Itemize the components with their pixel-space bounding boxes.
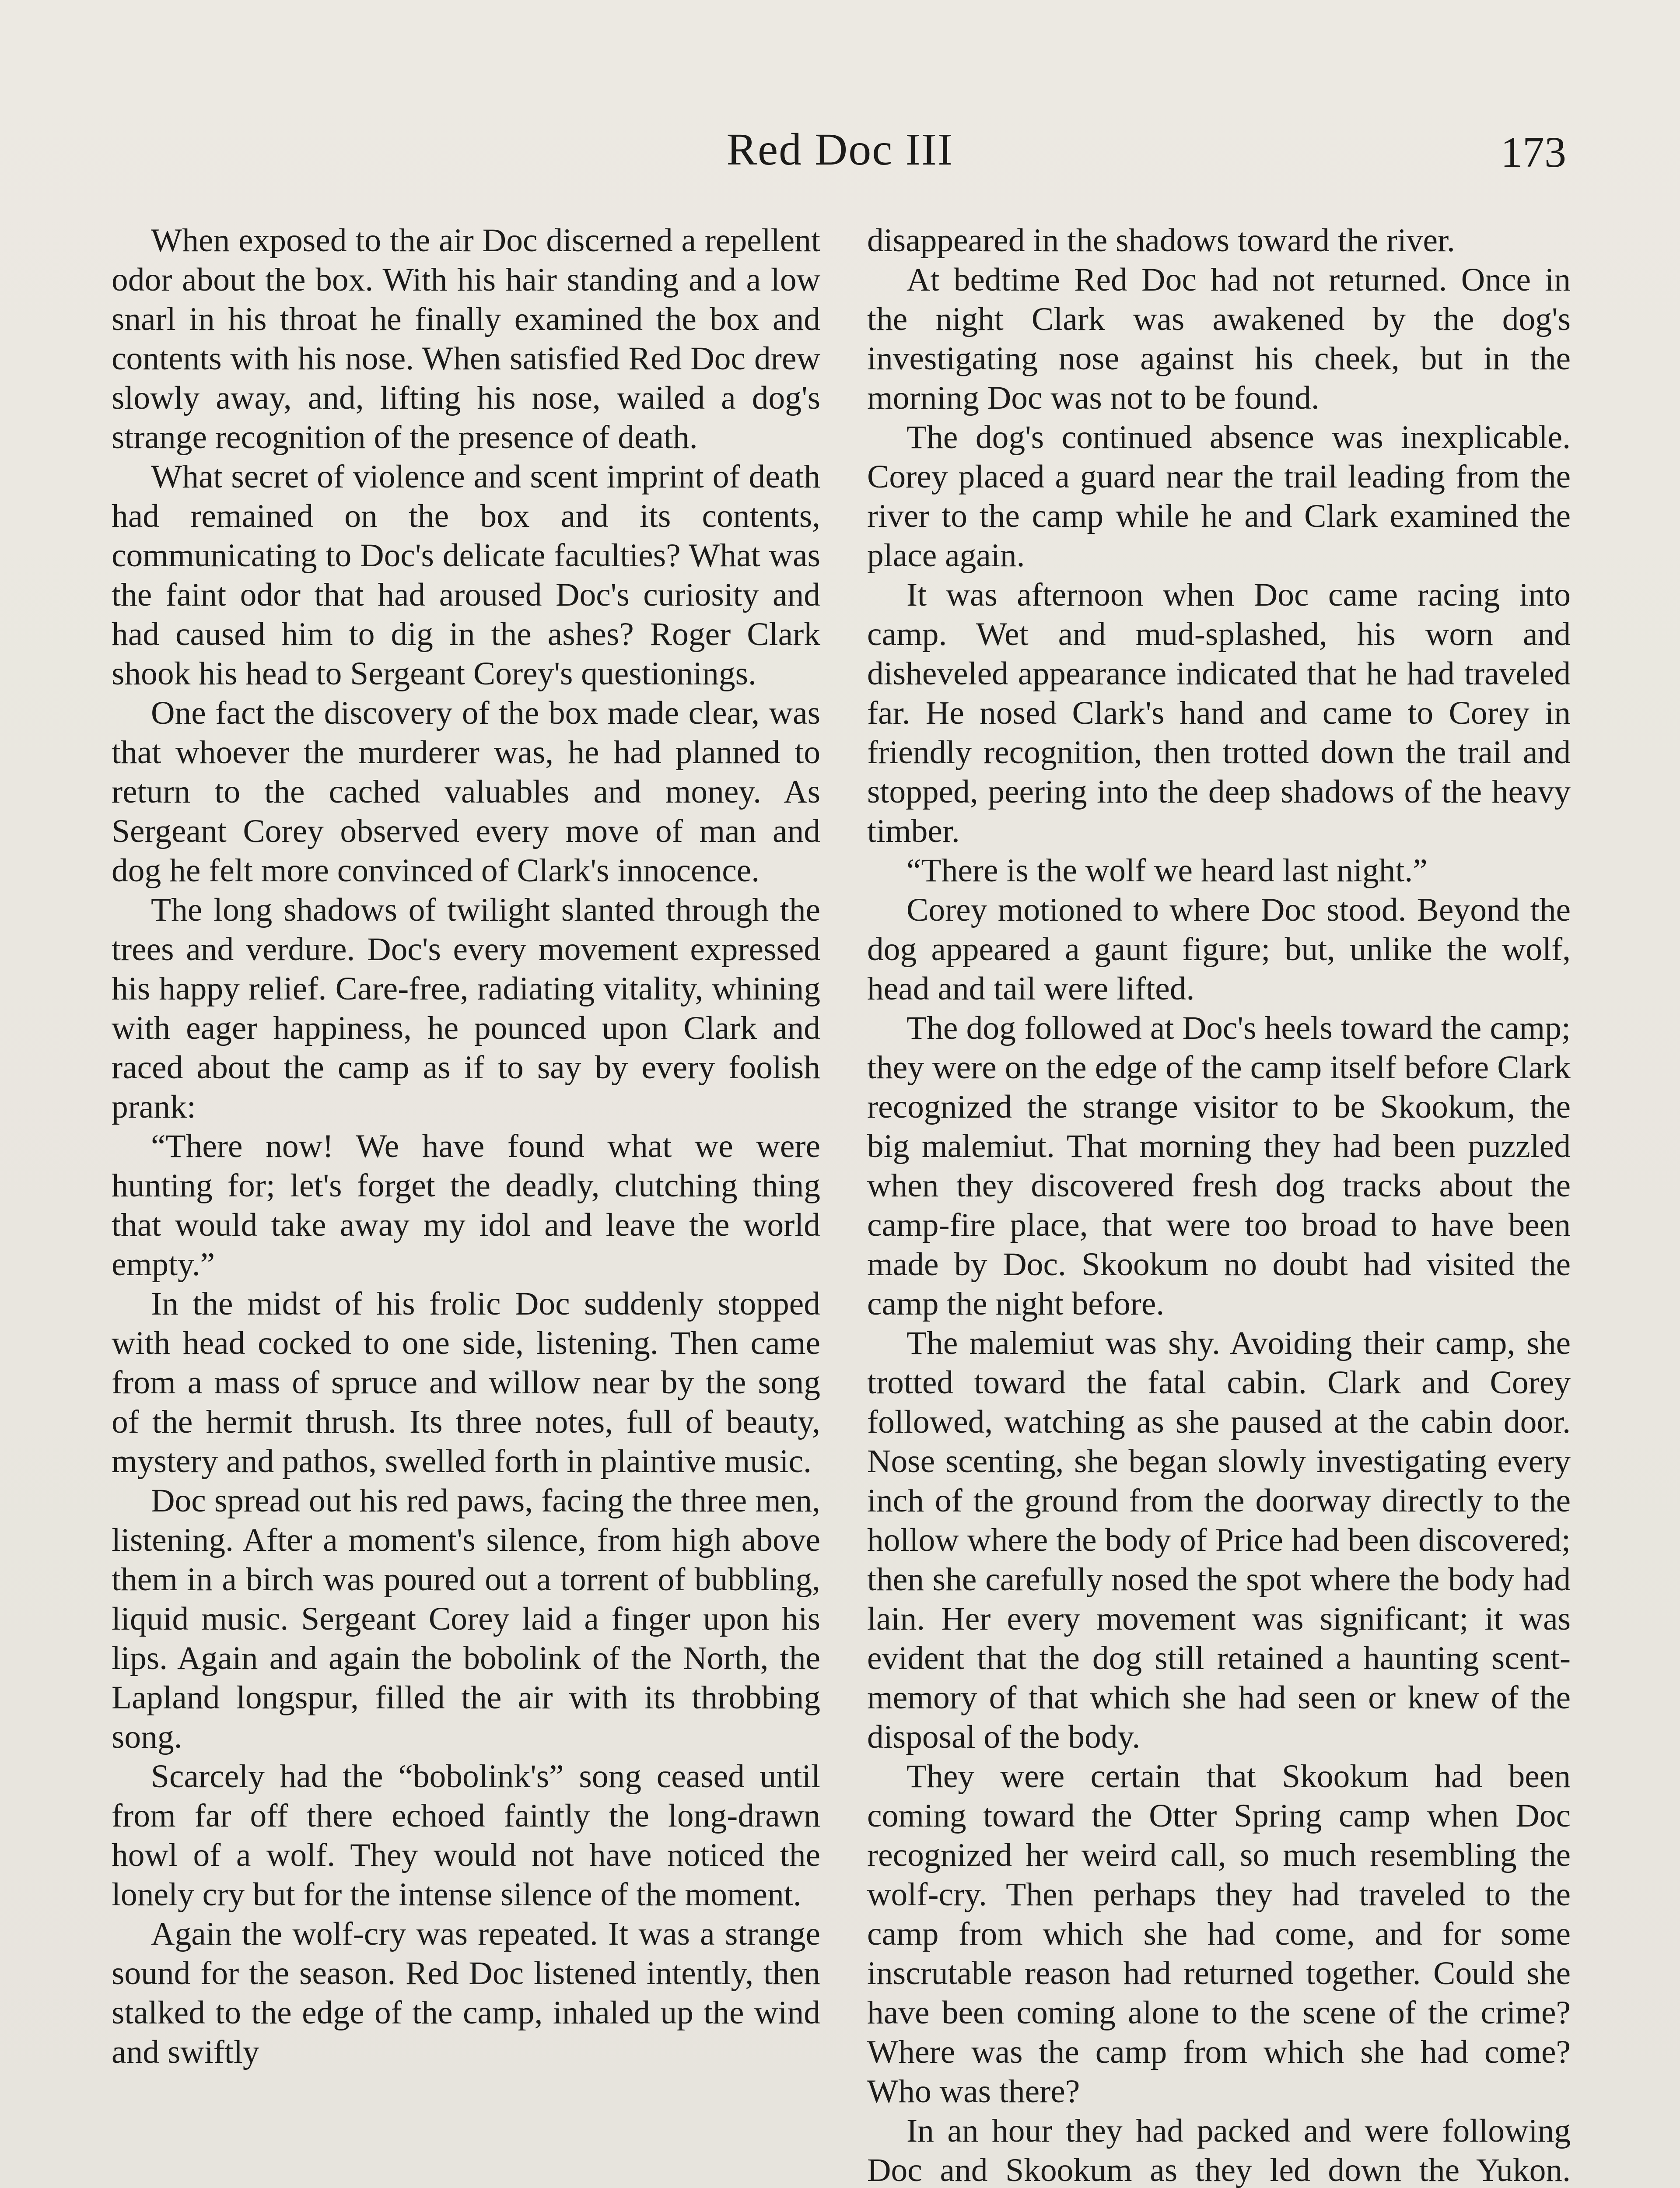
paragraph: The malemiut was shy. Avoiding their camp, she trotted toward the fatal cabin. Clark and Corey followed, watching as she paused at the cabin door. Nose scenting, she began slowly investigating every inch of the ground from the doorway directly to the hollow where the body of Price had been discovered; then she carefully nosed the spot where the body had lain. Her every movement was significant; it was evident that the dog still retained a haunting scent-memory of that which she had seen or knew of the disposal of the body. (867, 1325, 1571, 1755)
paragraph: One fact the discovery of the box made clear, was that whoever the murderer was, he had planned to return to the cached valuables and money. As Sergeant Corey observed every move of man and dog he felt more convinced of Clark's innocence. (112, 695, 820, 889)
paragraph: It was afternoon when Doc came racing into camp. Wet and mud-splashed, his worn and disheveled appearance indicated that he had traveled far. He nosed Clark's hand and came to Corey in friendly recognition, then trotted down the trail and stopped, peering into the deep shadows of the heavy timber. (867, 577, 1571, 849)
paragraph: In the midst of his frolic Doc suddenly stopped with head cocked to one side, listening. Then came from a mass of spruce and willow near by the song of the hermit thrush. Its three notes, full of beauty, mystery and pathos, swelled forth in plaintive music. (112, 1286, 820, 1480)
paragraph: Corey motioned to where Doc stood. Beyond the dog appeared a gaunt figure; but, unlike the wolf, head and tail were lifted. (867, 892, 1571, 1007)
paragraph: The dog followed at Doc's heels toward the camp; they were on the edge of the camp itself before Clark recognized the strange visitor to be Skookum, the big malemiut. That morning they had been puzzled when they discovered fresh dog tracks about the camp-fire place, that were too broad to have been made by Doc. Skookum no doubt had visited the camp the night before. (867, 1010, 1571, 1322)
running-header-title: Red Doc III (726, 124, 954, 175)
left-column (112, 221, 820, 2188)
paragraph: Again the wolf-cry was repeated. It was a strange sound for the season. Red Doc listened intently, then stalked to the edge of the camp, inhaled up the wind and swiftly (112, 1916, 820, 2070)
paragraph: The dog's continued absence was inexplicable. Corey placed a guard near the trail leading from the river to the camp while he and Clark examined the place again. (867, 419, 1571, 574)
paragraph: When exposed to the air Doc discerned a repellent odor about the box. With his hair standing and a low snarl in his throat he finally examined the box and contents with his nose. When satisfied Red Doc drew slowly away, and, lifting his nose, wailed a dog's strange recognition of the presence of death. (112, 222, 820, 456)
paragraph: Doc spread out his red paws, facing the three men, listening. After a moment's silence, from high above them in a birch was poured out a torrent of bubbling, liquid music. Sergeant Corey laid a finger upon his lips. Again and again the bobolink of the North, the Lapland longspur, filled the air with its throbbing song. (112, 1483, 820, 1755)
page-number: 173 (1501, 128, 1566, 176)
paragraph: “There is the wolf we heard last night.” (906, 852, 1428, 889)
paragraph: At bedtime Red Doc had not returned. Once in the night Clark was awakened by the dog's investigating nose against his cheek, but in the morning Doc was not to be found. (867, 262, 1571, 416)
right-column (867, 221, 1571, 2188)
paragraph: They were certain that Skookum had been coming toward the Otter Spring camp when Doc recognized her weird call, so much resembling the wolf-cry. Then perhaps they had traveled to the camp from which she had come, and for some inscrutable reason had returned together. Could she have been coming alone to the scene of the crime? Where was the camp from which she had come? Who was there? (867, 1758, 1571, 2110)
paragraph: Scarcely had the “bobolink's” song ceased until from far off there echoed faintly the long-drawn howl of a wolf. They would not have noticed the lonely cry but for the intense silence of the moment. (112, 1758, 820, 1913)
paragraph: The long shadows of twilight slanted through the trees and verdure. Doc's every movement expressed his happy relief. Care-free, radiating vitality, whining with eager happiness, he pounced upon Clark and raced about the camp as if to say by every foolish prank: (112, 892, 820, 1125)
paragraph: What secret of violence and scent imprint of death had remained on the box and its contents, communicating to Doc's delicate faculties? What was the faint odor that had aroused Doc's curiosity and had caused him to dig in the ashes? Roger Clark shook his head to Sergeant Corey's questionings. (112, 459, 820, 692)
paragraph: “There now! We have found what we were hunting for; let's forget the deadly, clutching thing that would take away my idol and leave the world empty.” (112, 1128, 820, 1283)
paragraph-continuation: disappeared in the shadows toward the river. (867, 222, 1455, 259)
paragraph: In an hour they had packed and were following Doc and Skookum as they led down the Yukon. (867, 2113, 1571, 2188)
